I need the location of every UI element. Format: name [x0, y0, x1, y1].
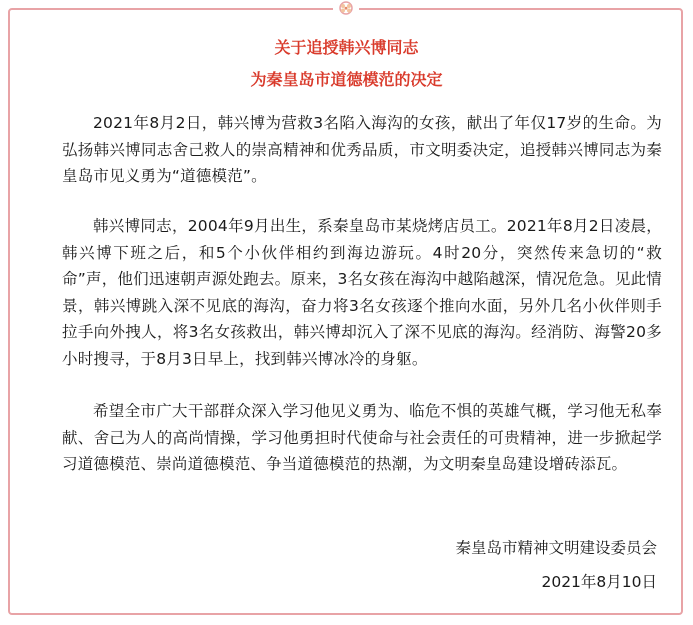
flower-ornament-icon [333, 0, 359, 16]
signature-organization: 秦皇岛市精神文明建设委员会 [455, 539, 657, 557]
document-title-line2: 为秦皇岛市道德模范的决定 [250, 70, 443, 89]
paragraph-2: 韩兴博同志，2004年9月出生，系秦皇岛市某烧烤店员工。2021年8月2日凌晨，韩兴博下班之后，和5个小伙伴相约到海边游玩。4时20分，突然传来急切的“救命”声，他们迅速朝声源处跑去。原来，3名女孩在海沟中越陷越深，情况危急。见此情景，韩兴博跳入深不见底的海沟，奋力将3名女孩逐个推向水面，另外几名小伙伴则手拉手向外拽人，将3名女孩救出，韩兴博却沉入了深不见底的海沟。经消防、海警20多小时搜寻，于8月3日早上，找到韩兴博冰冷的身躯。 [62, 217, 662, 368]
paragraph-1: 2021年8月2日，韩兴博为营救3名陷入海沟的女孩，献出了年仅17岁的生命。为弘扬韩兴博同志舍己救人的崇高精神和优秀品质，市文明委决定，追授韩兴博同志为秦皇岛市见义勇为“道德模范”。 [62, 114, 662, 185]
document-title-line1: 关于追授韩兴博同志 [274, 38, 419, 57]
signature-date: 2021年8月10日 [541, 573, 657, 591]
paragraph-3: 希望全市广大干部群众深入学习他见义勇为、临危不惧的英雄气概，学习他无私奉献、舍己为人的高尚情操，学习他勇担时代使命与社会责任的可贵精神，进一步掀起学习道德模范、崇尚道德模范、争当道德模范的热潮，为文明秦皇岛建设增砖添瓦。 [62, 402, 662, 473]
